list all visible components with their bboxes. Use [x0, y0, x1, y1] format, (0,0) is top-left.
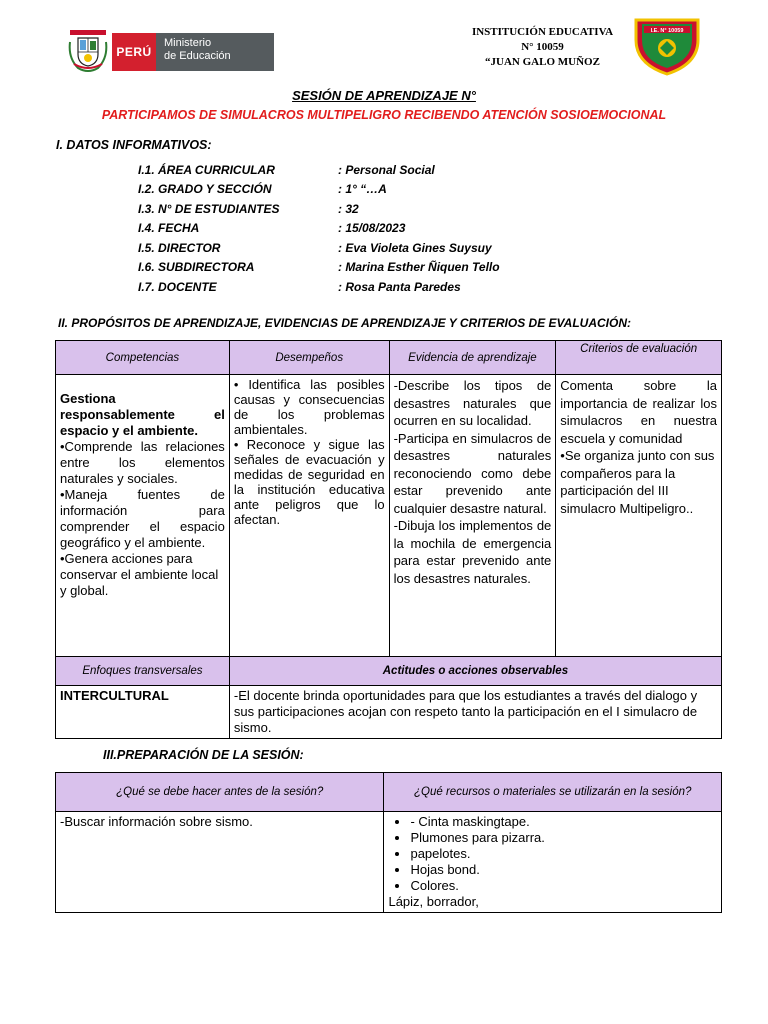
desempeno-item: • Identifica las posibles causas y consecuencias de los problemas ambientales. — [233, 377, 385, 437]
info-value: : Rosa Panta Paredes — [338, 280, 461, 294]
info-label: I.6. SUBDIRECTORA — [138, 260, 255, 274]
resource-item: • Hojas bond. — [410, 862, 717, 878]
enfoque-name: INTERCULTURAL — [56, 686, 230, 739]
session-title: SESIÓN DE APRENDIZAJE N° — [292, 88, 476, 103]
header-before-session: ¿Qué se debe hacer antes de la sesión? — [56, 773, 384, 812]
evidencia-item: -Describe los tipos de desastres naturales que ocurren en su localidad. — [393, 378, 552, 428]
competencia-item: •Maneja fuentes de información para comprender el espacio geográfico y el ambiente. — [60, 487, 225, 550]
desempenos-cell — [229, 375, 389, 657]
header-resources: ¿Qué recursos o materiales se utilizarán en la sesión? — [384, 773, 722, 812]
info-row — [138, 241, 492, 255]
info-label: I.5. DIRECTOR — [138, 241, 221, 255]
institution-name — [430, 25, 655, 70]
evidencia-item: -Dibuja los implementos de la mochila de emergencia para estar prevenido ante los desastres naturales. — [393, 518, 552, 586]
info-row — [138, 260, 500, 274]
school-shield-icon — [634, 18, 700, 76]
institution-line1: INSTITUCIÓN EDUCATIVA — [471, 26, 614, 38]
resource-item: • Colores. — [410, 878, 717, 894]
peru-coat-of-arms-icon — [66, 28, 110, 74]
info-label: I.2. GRADO Y SECCIÓN — [138, 182, 272, 196]
resources-list — [388, 814, 717, 894]
enfoques-table — [55, 656, 722, 739]
info-row — [138, 182, 387, 196]
preparacion-table — [55, 772, 722, 913]
header-enfoques: Enfoques transversales — [56, 657, 230, 686]
info-label: I.1. ÁREA CURRICULAR — [138, 163, 275, 177]
institution-line3: “JUAN GALO MUÑOZ — [485, 56, 600, 68]
peru-label: PERÚ — [112, 33, 156, 71]
resource-item: • Plumones para pizarra. — [410, 830, 717, 846]
evidencia-item: -Participa en simulacros de desastres naturales reconociendo como debe estar prevenido ante cualquier desastre natural. — [393, 430, 552, 516]
session-subtitle: PARTICIPAMOS DE SIMULACROS MULTIPELIGRO RECIBENDO ATENCIÓN SOSIOEMOCIONAL — [101, 108, 667, 122]
info-value: : 32 — [338, 202, 359, 216]
enfoque-text: -El docente brinda oportunidades para que los estudiantes a través del dialogo y sus participaciones acojan con respeto tanto la participación en el I simulacro de sismo. — [229, 686, 721, 739]
evidencias-cell — [389, 375, 556, 657]
resources-cell — [384, 812, 722, 913]
header-actitudes: Actitudes o acciones observables — [229, 657, 721, 686]
institution-line2: N° 10059 — [521, 41, 564, 53]
resources-extra: Lápiz, borrador, — [388, 894, 479, 909]
info-value: : Marina Esther Ñiquen Tello — [338, 260, 500, 274]
info-value: : Personal Social — [338, 163, 435, 177]
desempeno-item: • Reconoce y sigue las señales de evacuación y medidas de seguridad en la institución educativa ante peligros que lo afectan. — [233, 437, 385, 527]
competencia-item: •Comprende las relaciones entre los elementos naturales y sociales. — [60, 439, 225, 486]
info-value: : 15/08/2023 — [338, 221, 406, 235]
info-row — [138, 280, 461, 294]
shield-text: I.E. N° 10059 — [650, 28, 684, 34]
ministry-of-education-logo — [112, 33, 274, 71]
info-row — [138, 202, 359, 216]
criterio-item: Comenta sobre la importancia de realizar los simulacros en nuestra escuela y comunidad — [560, 378, 717, 446]
info-label: I.4. FECHA — [138, 221, 200, 235]
ministry-line1: Ministerio — [164, 37, 212, 49]
section2-heading: II. PROPÓSITOS DE APRENDIZAJE, EVIDENCIAS DE APRENDIZAJE Y CRITERIOS DE EVALUACIÓN: — [58, 316, 631, 330]
section1-heading: I. DATOS INFORMATIVOS: — [56, 138, 212, 152]
info-value: : 1° “…A — [338, 182, 387, 196]
competencias-table — [55, 340, 722, 657]
info-value: : Eva Violeta Gines Suysuy — [338, 241, 492, 255]
criterios-cell — [556, 375, 722, 657]
info-row — [138, 163, 435, 177]
ministry-line2: de Educación — [164, 50, 231, 62]
resource-item: • papelotes. — [410, 846, 717, 862]
header-evidencia: Evidencia de aprendizaje — [389, 341, 556, 375]
resource-item: • - Cinta maskingtape. — [410, 814, 717, 830]
section3-heading: III.PREPARACIÓN DE LA SESIÓN: — [103, 748, 304, 762]
header-criterios: Criterios de evaluación — [556, 341, 722, 375]
info-label: I.7. DOCENTE — [138, 280, 217, 294]
competencia-title: Gestiona responsablemente el espacio y el ambiente. — [60, 391, 225, 438]
info-label: I.3. N° DE ESTUDIANTES — [138, 202, 280, 216]
header-desempenos: Desempeños — [229, 341, 389, 375]
before-session-text: -Buscar información sobre sismo. — [56, 812, 384, 913]
header-competencias: Competencias — [56, 341, 230, 375]
competencias-cell — [56, 375, 230, 657]
info-row — [138, 221, 405, 235]
competencia-item: •Genera acciones para conservar el ambiente local y global. — [60, 551, 219, 598]
criterio-item: •Se organiza junto con sus compañeros para la participación del III simulacro Multipeligro.. — [560, 448, 715, 516]
